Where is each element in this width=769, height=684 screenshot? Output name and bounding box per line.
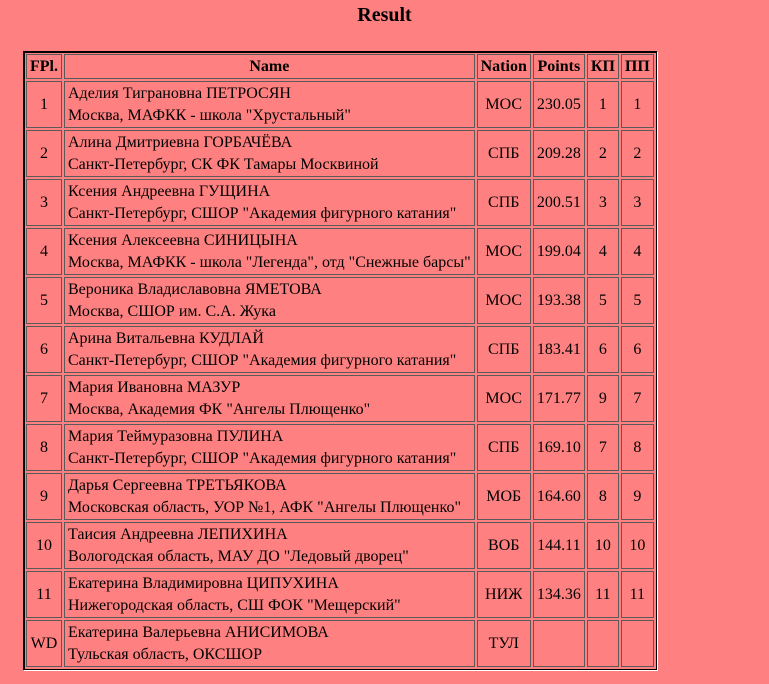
- short-program-place-cell: 4: [587, 228, 619, 275]
- points-cell: 200.51: [533, 179, 585, 226]
- short-program-place-cell: 11: [587, 571, 619, 618]
- short-program-place-cell: 9: [587, 375, 619, 422]
- table-row: [26, 424, 654, 471]
- free-program-place-cell: 6: [621, 326, 654, 373]
- nation-cell: ТУЛ: [477, 620, 531, 667]
- short-program-place-cell: [587, 620, 619, 667]
- skater-club: Санкт-Петербург, СШОР "Академия фигурного катания": [68, 204, 457, 222]
- free-program-place-cell: 3: [621, 179, 654, 226]
- table-row: [26, 81, 654, 128]
- table-row: [26, 277, 654, 324]
- skater-cell: [64, 81, 475, 128]
- points-cell: 209.28: [533, 130, 585, 177]
- skater-club: Тульская область, ОКСШОР: [68, 645, 262, 663]
- skater-club: Санкт-Петербург, СШОР "Академия фигурного катания": [68, 449, 457, 467]
- free-program-place-cell: 7: [621, 375, 654, 422]
- nation-cell: СПБ: [477, 130, 531, 177]
- free-program-place-cell: 1: [621, 81, 654, 128]
- short-program-place-cell: 10: [587, 522, 619, 569]
- header-points: Points: [533, 54, 585, 79]
- free-program-place-cell: 5: [621, 277, 654, 324]
- skater-cell: [64, 277, 475, 324]
- skater-name: Екатерина Владимировна ЦИПУХИНА: [68, 574, 339, 592]
- points-cell: 169.10: [533, 424, 585, 471]
- points-cell: 230.05: [533, 81, 585, 128]
- nation-cell: МОС: [477, 375, 531, 422]
- nation-cell: СПБ: [477, 326, 531, 373]
- header-pp: ПП: [621, 54, 654, 79]
- page-title: Result: [357, 4, 412, 26]
- placement-cell: 7: [26, 375, 62, 422]
- short-program-place-cell: 6: [587, 326, 619, 373]
- skater-cell: [64, 179, 475, 226]
- skater-name: Мария Ивановна МАЗУР: [68, 378, 241, 396]
- points-cell: 144.11: [533, 522, 585, 569]
- short-program-place-cell: 8: [587, 473, 619, 520]
- nation-cell: НИЖ: [477, 571, 531, 618]
- skater-club: Московская область, УОР №1, АФК "Ангелы Плющенко": [68, 498, 461, 516]
- table-row: [26, 228, 654, 275]
- free-program-place-cell: 2: [621, 130, 654, 177]
- points-cell: 164.60: [533, 473, 585, 520]
- placement-cell: 6: [26, 326, 62, 373]
- skater-cell: [64, 424, 475, 471]
- placement-cell: 2: [26, 130, 62, 177]
- short-program-place-cell: 5: [587, 277, 619, 324]
- short-program-place-cell: 7: [587, 424, 619, 471]
- skater-club: Москва, МАФКК - школа "Хрустальный": [68, 106, 351, 124]
- points-cell: 193.38: [533, 277, 585, 324]
- skater-name: Аделия Тиграновна ПЕТРОСЯН: [68, 84, 291, 102]
- points-cell: 134.36: [533, 571, 585, 618]
- short-program-place-cell: 1: [587, 81, 619, 128]
- skater-cell: [64, 326, 475, 373]
- results-table: [23, 51, 657, 670]
- nation-cell: СПБ: [477, 179, 531, 226]
- skater-club: Нижегородская область, СШ ФОК "Мещерский": [68, 596, 401, 614]
- nation-cell: МОС: [477, 81, 531, 128]
- free-program-place-cell: 4: [621, 228, 654, 275]
- skater-name: Мария Теймуразовна ПУЛИНА: [68, 427, 284, 445]
- placement-cell: 4: [26, 228, 62, 275]
- skater-club: Вологодская область, МАУ ДО "Ледовый дворец": [68, 547, 409, 565]
- skater-name: Дарья Сергеевна ТРЕТЬЯКОВА: [68, 476, 287, 494]
- skater-cell: [64, 473, 475, 520]
- skater-club: Москва, СШОР им. С.А. Жука: [68, 302, 276, 320]
- skater-name: Екатерина Валерьевна АНИСИМОВА: [68, 623, 329, 641]
- nation-cell: МОБ: [477, 473, 531, 520]
- table-row: [26, 375, 654, 422]
- nation-cell: ВОБ: [477, 522, 531, 569]
- points-cell: 171.77: [533, 375, 585, 422]
- points-cell: 199.04: [533, 228, 585, 275]
- table-row: [26, 326, 654, 373]
- free-program-place-cell: [621, 620, 654, 667]
- free-program-place-cell: 10: [621, 522, 654, 569]
- skater-name: Ксения Андреевна ГУЩИНА: [68, 182, 271, 200]
- table-row: [26, 473, 654, 520]
- skater-name: Таисия Андреевна ЛЕПИХИНА: [68, 525, 288, 543]
- placement-cell: 1: [26, 81, 62, 128]
- placement-cell: 5: [26, 277, 62, 324]
- skater-club: Москва, Академия ФК "Ангелы Плющенко": [68, 400, 371, 418]
- table-row: [26, 620, 654, 667]
- header-nation: Nation: [477, 54, 531, 79]
- skater-name: Вероника Владиславовна ЯМЕТОВА: [68, 280, 322, 298]
- skater-cell: [64, 522, 475, 569]
- placement-cell: 9: [26, 473, 62, 520]
- skater-cell: [64, 130, 475, 177]
- points-cell: 183.41: [533, 326, 585, 373]
- skater-name: Алина Дмитриевна ГОРБАЧЁВА: [68, 133, 293, 151]
- placement-cell: WD: [26, 620, 62, 667]
- table-row: [26, 130, 654, 177]
- table-row: [26, 571, 654, 618]
- header-kp: КП: [587, 54, 619, 79]
- free-program-place-cell: 9: [621, 473, 654, 520]
- table-row: [26, 522, 654, 569]
- header-name: Name: [64, 54, 475, 79]
- free-program-place-cell: 11: [621, 571, 654, 618]
- skater-cell: [64, 228, 475, 275]
- points-cell: [533, 620, 585, 667]
- placement-cell: 10: [26, 522, 62, 569]
- nation-cell: МОС: [477, 228, 531, 275]
- header-fpl: FPl.: [26, 54, 62, 79]
- skater-cell: [64, 571, 475, 618]
- skater-name: Ксения Алексеевна СИНИЦЫНА: [68, 231, 298, 249]
- skater-cell: [64, 620, 475, 667]
- table-row: [26, 179, 654, 226]
- skater-club: Санкт-Петербург, СШОР "Академия фигурного катания": [68, 351, 457, 369]
- short-program-place-cell: 2: [587, 130, 619, 177]
- skater-cell: [64, 375, 475, 422]
- placement-cell: 8: [26, 424, 62, 471]
- nation-cell: МОС: [477, 277, 531, 324]
- free-program-place-cell: 8: [621, 424, 654, 471]
- skater-club: Москва, МАФКК - школа "Легенда", отд "Снежные барсы": [68, 253, 471, 271]
- nation-cell: СПБ: [477, 424, 531, 471]
- short-program-place-cell: 3: [587, 179, 619, 226]
- placement-cell: 11: [26, 571, 62, 618]
- table-header-row: [26, 54, 654, 79]
- skater-name: Арина Витальевна КУДЛАЙ: [68, 329, 264, 347]
- placement-cell: 3: [26, 179, 62, 226]
- skater-club: Санкт-Петербург, СК ФК Тамары Москвиной: [68, 155, 379, 173]
